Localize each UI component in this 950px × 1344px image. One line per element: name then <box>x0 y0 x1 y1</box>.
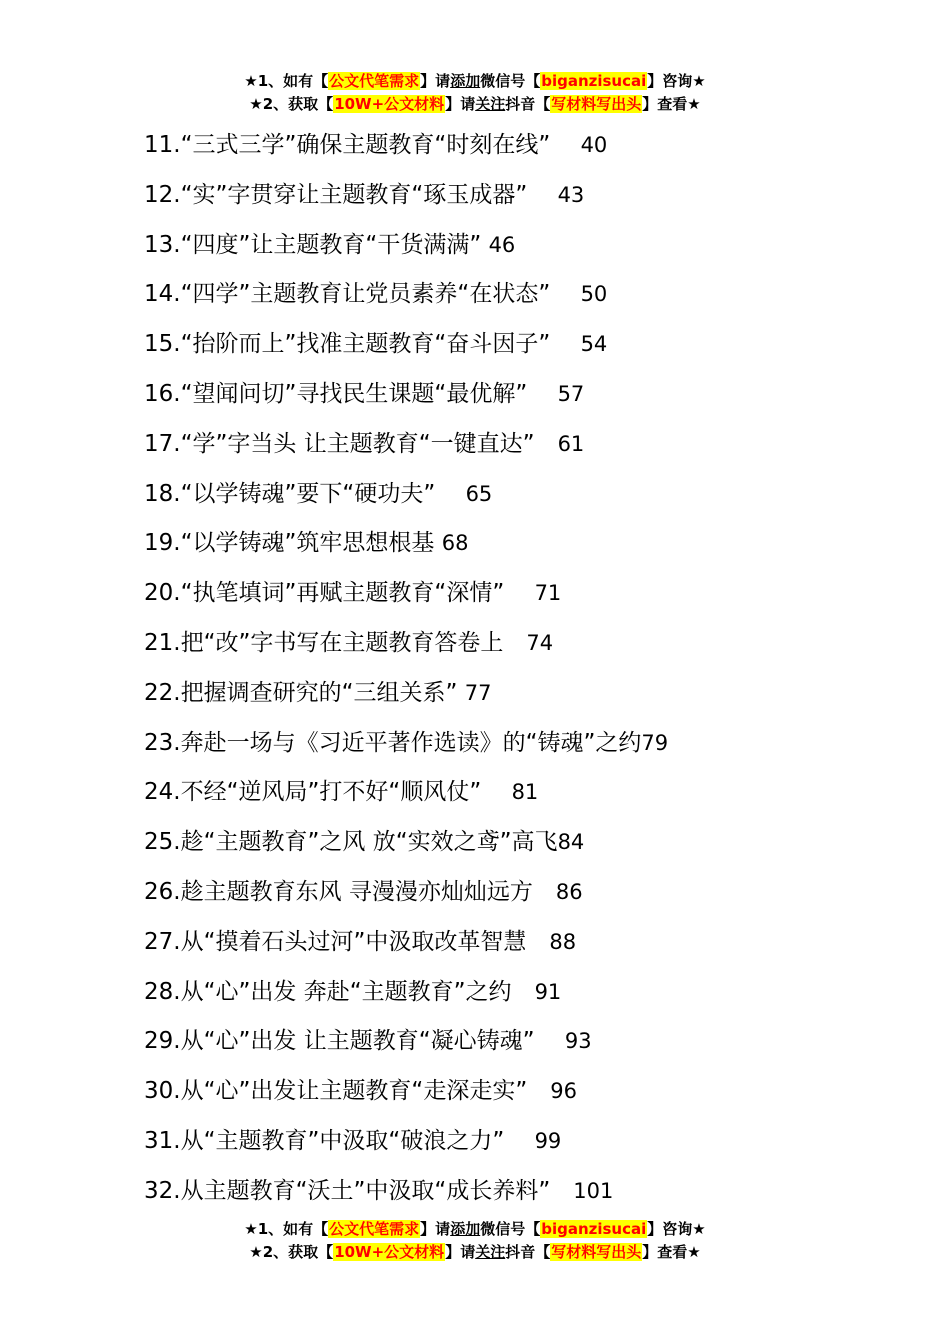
toc-entry <box>144 873 844 923</box>
highlight-materials: 10W+公文材料 <box>334 1243 445 1261</box>
toc-entry-gap <box>512 979 535 1005</box>
toc-entry <box>144 674 844 724</box>
toc-entry-page-number: 61 <box>557 431 585 456</box>
toc-entry-title: 26.趁主题教育东风 寻漫漫亦灿灿远方 <box>144 878 533 905</box>
toc-entry-title: 15.“抬阶而上”找准主题教育“奋斗因子” <box>144 331 551 358</box>
toc-entry-gap <box>435 481 465 507</box>
toc-entry-title: 14.“四学”主题教育让党员素养“在状态” <box>144 281 551 308</box>
toc-entry <box>144 126 844 176</box>
toc-entry <box>144 275 844 325</box>
banner-text: ★1、如有【 <box>244 1220 329 1238</box>
toc-entry <box>144 1022 844 1072</box>
toc-entry-title: 29.从“心”出发 让主题教育“凝心铸魂” <box>144 1028 535 1055</box>
toc-entry <box>144 226 844 276</box>
toc-entry-title: 11.“三式三学”确保主题教育“时刻在线” <box>144 132 551 158</box>
toc-entry-title: 22.把握调查研究的“三组关系” <box>144 679 458 706</box>
toc-entry <box>144 475 844 525</box>
banner-text: 抖音【 <box>505 95 551 113</box>
banner-text: 】请 <box>445 1243 476 1261</box>
toc-entry <box>144 524 844 574</box>
toc-entry-gap <box>526 929 549 955</box>
toc-entry-page-number: 84 <box>557 830 585 855</box>
toc-entry-page-number: 99 <box>534 1128 562 1153</box>
banner-text: 】请 <box>420 72 451 90</box>
toc-entry-gap <box>533 879 556 905</box>
toc-entry-gap <box>503 630 526 656</box>
toc-entry <box>144 724 844 774</box>
toc-entry-gap <box>481 232 488 258</box>
toc-entry-page-number: 93 <box>564 1029 592 1054</box>
toc-entry-title: 28.从“心”出发 奔赴“主题教育”之约 <box>144 978 512 1005</box>
toc-entry-title: 13.“四度”让主题教育“干货满满” <box>144 231 482 258</box>
highlight-service: 公文代笔需求 <box>329 72 420 90</box>
toc-entry-page-number: 54 <box>580 332 608 357</box>
toc-entry-title: 20.“执笔填词”再赋主题教育“深情” <box>144 580 505 607</box>
toc-entry <box>144 574 844 624</box>
toc-entry-title: 31.从“主题教育”中汲取“破浪之力” <box>144 1127 505 1154</box>
toc-entry <box>144 624 844 674</box>
toc-entry-title: 32.从主题教育“沃土”中汲取“成长养料” <box>144 1177 551 1204</box>
banner-text: 】请 <box>445 95 476 113</box>
banner-text: 抖音【 <box>505 1243 551 1261</box>
toc-entry-page-number: 50 <box>580 282 608 307</box>
toc-entry-page-number: 81 <box>511 780 539 805</box>
toc-entry <box>144 1122 844 1172</box>
toc-entry-page-number: 43 <box>557 182 585 207</box>
banner-line-2 <box>0 93 950 116</box>
toc-entry-gap <box>527 182 557 208</box>
banner-line-1 <box>0 70 950 93</box>
banner-line-1 <box>0 1218 950 1241</box>
banner-text: ★2、获取【 <box>249 95 334 113</box>
toc-entry <box>144 773 844 823</box>
toc-entry-page-number: 68 <box>441 531 469 556</box>
toc-entry <box>144 1072 844 1122</box>
toc-entry-page-number: 91 <box>534 979 562 1004</box>
banner-text: 微信号【 <box>480 72 541 90</box>
toc-entry <box>144 1172 844 1222</box>
toc-entry <box>144 425 844 475</box>
highlight-douyin-account: 写材料写出头 <box>551 95 642 113</box>
highlight-materials: 10W+公文材料 <box>334 95 445 113</box>
banner-text: 微信号【 <box>480 1220 541 1238</box>
underlined-word: 关注 <box>475 95 506 113</box>
toc-entry-gap <box>481 779 511 805</box>
table-of-contents <box>144 126 844 1222</box>
toc-entry-page-number: 86 <box>555 879 583 904</box>
underlined-word: 添加 <box>450 1220 481 1238</box>
toc-entry-title: 27.从“摸着石头过河”中汲取改革智慧 <box>144 928 527 955</box>
highlight-wechat-id: biganzisucai <box>541 1220 647 1238</box>
banner-text: 】咨询★ <box>647 1220 706 1238</box>
toc-entry-title: 25.趁“主题教育”之风 放“实效之鸢”高飞 <box>144 829 558 856</box>
toc-entry-gap <box>550 331 580 357</box>
banner-text: ★2、获取【 <box>249 1243 334 1261</box>
toc-entry-gap <box>434 530 441 556</box>
toc-entry <box>144 375 844 425</box>
banner-text: 】查看★ <box>642 1243 701 1261</box>
toc-entry-page-number: 96 <box>550 1079 577 1104</box>
toc-entry <box>144 973 844 1023</box>
header-banner <box>0 70 950 116</box>
banner-text: 】查看★ <box>642 95 701 113</box>
toc-entry-gap <box>550 132 580 158</box>
toc-entry-title: 19.“以学铸魂”筑牢思想根基 <box>144 530 435 557</box>
toc-entry-page-number: 88 <box>549 929 577 954</box>
toc-entry-gap <box>550 1178 573 1204</box>
toc-entry-page-number: 101 <box>573 1178 614 1203</box>
toc-entry-page-number: 79 <box>641 730 669 755</box>
toc-entry-gap <box>457 680 464 706</box>
toc-entry-page-number: 40 <box>580 133 608 157</box>
toc-entry-gap <box>535 431 558 457</box>
toc-entry-title: 12.“实”字贯穿让主题教育“琢玉成器” <box>144 181 528 208</box>
toc-entry <box>144 176 844 226</box>
highlight-douyin-account: 写材料写出头 <box>551 1243 642 1261</box>
toc-entry-title: 16.“望闻问切”寻找民生课题“最优解” <box>144 380 528 407</box>
banner-line-2 <box>0 1241 950 1264</box>
toc-entry-gap <box>550 281 580 307</box>
toc-entry-title: 21.把“改”字书写在主题教育答卷上 <box>144 629 504 656</box>
highlight-service: 公文代笔需求 <box>329 1220 420 1238</box>
toc-entry-title: 17.“学”字当头 让主题教育“一键直达” <box>144 430 535 457</box>
underlined-word: 关注 <box>475 1243 506 1261</box>
toc-entry-page-number: 74 <box>526 630 554 655</box>
footer-banner <box>0 1218 950 1264</box>
toc-entry-page-number: 65 <box>465 481 493 506</box>
toc-entry-gap <box>527 381 557 407</box>
banner-text: ★1、如有【 <box>244 72 329 90</box>
toc-entry-gap <box>504 580 534 606</box>
toc-entry-gap <box>535 1028 565 1054</box>
toc-entry <box>144 325 844 375</box>
toc-entry-title: 24.不经“逆风局”打不好“顺风仗” <box>144 779 482 806</box>
toc-entry-gap <box>504 1128 534 1154</box>
toc-entry-page-number: 71 <box>534 581 562 606</box>
toc-entry <box>144 823 844 873</box>
underlined-word: 添加 <box>450 72 481 90</box>
banner-text: 】请 <box>420 1220 451 1238</box>
toc-entry-title: 30.从“心”出发让主题教育“走深走实” <box>144 1078 528 1105</box>
toc-entry-page-number: 57 <box>557 381 585 406</box>
toc-entry-gap <box>527 1078 550 1104</box>
toc-entry-page-number: 46 <box>488 232 516 257</box>
toc-entry-title: 23.奔赴一场与《习近平著作选读》的“铸魂”之约 <box>144 729 642 756</box>
toc-entry-title: 18.“以学铸魂”要下“硬功夫” <box>144 480 436 507</box>
highlight-wechat-id: biganzisucai <box>541 72 647 90</box>
toc-entry-page-number: 77 <box>464 680 492 705</box>
toc-entry <box>144 923 844 973</box>
banner-text: 】咨询★ <box>647 72 706 90</box>
